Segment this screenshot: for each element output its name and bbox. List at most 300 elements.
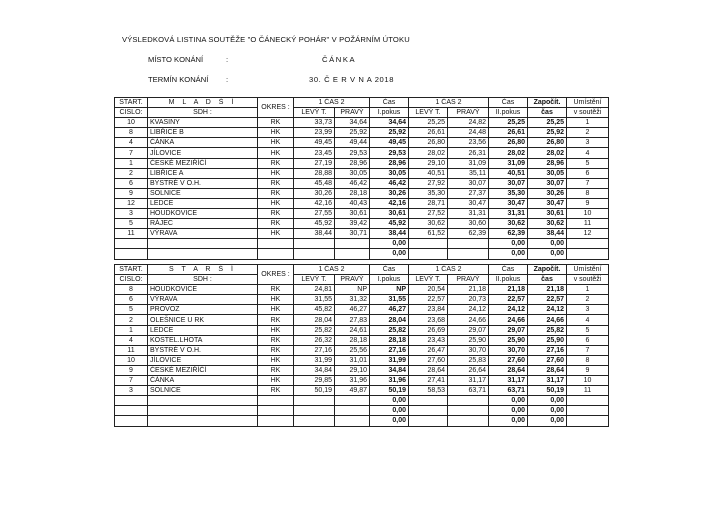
place-label: MÍSTO KONÁNÍ	[148, 55, 204, 64]
counted-time: 50,19	[528, 386, 567, 396]
start-number: 1	[115, 158, 148, 168]
left-time-2: 30,62	[409, 219, 448, 229]
left-time-2	[409, 406, 448, 416]
col-umisteni-2: v soutěži	[567, 108, 609, 118]
col-cas-1: Čas	[370, 98, 409, 108]
team-name: LIBŘICE A	[148, 168, 258, 178]
right-time-1: 29,10	[335, 365, 370, 375]
col-cislo: CISLO:	[115, 108, 148, 118]
left-time-1: 45,82	[294, 305, 335, 315]
team-name: OLEŠNICE U RK	[148, 315, 258, 325]
col-pravy-2: PRAVÝ	[448, 275, 489, 285]
counted-time: 30,07	[528, 178, 567, 188]
left-time-1	[294, 239, 335, 249]
team-name: RÁJEC	[148, 219, 258, 229]
district: RK	[258, 219, 294, 229]
attempt-2: 40,51	[489, 168, 528, 178]
place-value: ČÁNKA	[322, 55, 357, 64]
placement: 9	[567, 198, 609, 208]
district: RK	[258, 315, 294, 325]
left-time-2: 29,10	[409, 158, 448, 168]
placement: 6	[567, 335, 609, 345]
team-name: VÝRAVA	[148, 229, 258, 239]
right-time-1: 25,92	[335, 128, 370, 138]
start-number: 10	[115, 118, 148, 128]
col-okres: OKRES :	[258, 98, 294, 118]
right-time-1: 49,44	[335, 138, 370, 148]
left-time-2	[409, 239, 448, 249]
right-time-1: 30,71	[335, 229, 370, 239]
right-time-2: 24,66	[448, 315, 489, 325]
right-time-2: 29,07	[448, 325, 489, 335]
attempt-1: 34,84	[370, 365, 409, 375]
attempt-2: 22,57	[489, 295, 528, 305]
start-number: 8	[115, 128, 148, 138]
counted-time: 28,64	[528, 365, 567, 375]
attempt-2: 25,90	[489, 335, 528, 345]
left-time-1: 28,88	[294, 168, 335, 178]
attempt-2: 31,09	[489, 158, 528, 168]
left-time-1: 23,99	[294, 128, 335, 138]
start-number: 5	[115, 219, 148, 229]
right-time-1: 25,56	[335, 345, 370, 355]
counted-time: 26,80	[528, 138, 567, 148]
team-name: LEDCE	[148, 325, 258, 335]
district	[258, 239, 294, 249]
left-time-2: 27,92	[409, 178, 448, 188]
col-levy-2: LEVÝ T.	[409, 108, 448, 118]
col-cas-group-2: 1 ČAS 2	[409, 98, 489, 108]
table-row	[115, 406, 609, 416]
attempt-1: 0,00	[370, 239, 409, 249]
attempt-2: 25,25	[489, 118, 528, 128]
team-name: ČESKÉ MEZIŘÍČÍ	[148, 158, 258, 168]
table-row	[115, 118, 609, 128]
placement: 1	[567, 118, 609, 128]
right-time-2: 31,09	[448, 158, 489, 168]
col-pokus-1: I.pokus	[370, 108, 409, 118]
start-number	[115, 396, 148, 406]
col-start: START.	[115, 98, 148, 108]
col-zapocit-cas: čas	[528, 275, 567, 285]
district: HK	[258, 305, 294, 315]
left-time-2: 26,61	[409, 128, 448, 138]
right-time-1	[335, 249, 370, 259]
table-row	[115, 239, 609, 249]
col-levy-2: LEVÝ T.	[409, 275, 448, 285]
right-time-2: 31,31	[448, 209, 489, 219]
left-time-2: 26,69	[409, 325, 448, 335]
placement: 9	[567, 365, 609, 375]
counted-time: 25,25	[528, 118, 567, 128]
header-row	[115, 275, 609, 285]
placement: 10	[567, 376, 609, 386]
team-name	[148, 406, 258, 416]
district: RK	[258, 158, 294, 168]
left-time-2: 27,60	[409, 355, 448, 365]
col-okres: OKRES :	[258, 265, 294, 285]
table-row	[115, 168, 609, 178]
right-time-1: 31,32	[335, 295, 370, 305]
left-time-1: 23,45	[294, 148, 335, 158]
team-name: HOUDKOVICE	[148, 209, 258, 219]
placement: 3	[567, 138, 609, 148]
category-label: M L A D Š Í	[148, 98, 258, 108]
attempt-1: 25,82	[370, 325, 409, 335]
right-time-1: 24,61	[335, 325, 370, 335]
col-umisteni: Umístění	[567, 98, 609, 108]
team-name: JÍLOVICE	[148, 148, 258, 158]
col-zapocit-cas: čas	[528, 108, 567, 118]
start-number: 11	[115, 345, 148, 355]
start-number: 3	[115, 386, 148, 396]
table-row	[115, 188, 609, 198]
district: RK	[258, 118, 294, 128]
team-name: KOSTEL.LHOTA	[148, 335, 258, 345]
left-time-1: 33,73	[294, 118, 335, 128]
right-time-2: 23,56	[448, 138, 489, 148]
attempt-2: 30,47	[489, 198, 528, 208]
left-time-2: 23,68	[409, 315, 448, 325]
attempt-2: 27,60	[489, 355, 528, 365]
col-pokus-2: II.pokus	[489, 275, 528, 285]
placement	[567, 239, 609, 249]
right-time-2	[448, 239, 489, 249]
attempt-1: 30,61	[370, 209, 409, 219]
col-pokus-1: I.pokus	[370, 275, 409, 285]
attempt-1: 42,16	[370, 198, 409, 208]
attempt-2: 0,00	[489, 396, 528, 406]
attempt-2: 24,66	[489, 315, 528, 325]
right-time-1: 49,87	[335, 386, 370, 396]
left-time-1: 38,44	[294, 229, 335, 239]
right-time-1: 39,42	[335, 219, 370, 229]
col-umisteni: Umístění	[567, 265, 609, 275]
counted-time: 24,66	[528, 315, 567, 325]
right-time-2: 20,73	[448, 295, 489, 305]
col-cislo: CISLO:	[115, 275, 148, 285]
right-time-2: 30,47	[448, 198, 489, 208]
district: HK	[258, 138, 294, 148]
attempt-2: 30,07	[489, 178, 528, 188]
left-time-2: 27,41	[409, 376, 448, 386]
table-row	[115, 355, 609, 365]
attempt-2: 26,61	[489, 128, 528, 138]
left-time-1: 31,99	[294, 355, 335, 365]
left-time-1: 27,55	[294, 209, 335, 219]
attempt-2: 26,80	[489, 138, 528, 148]
table-row	[115, 325, 609, 335]
start-number: 10	[115, 355, 148, 365]
date-separator: :	[226, 75, 229, 84]
left-time-2: 25,25	[409, 118, 448, 128]
attempt-1: 50,19	[370, 386, 409, 396]
district: HK	[258, 355, 294, 365]
left-time-2: 58,53	[409, 386, 448, 396]
right-time-2: 31,17	[448, 376, 489, 386]
left-time-1: 49,45	[294, 138, 335, 148]
left-time-2: 61,52	[409, 229, 448, 239]
header-row	[115, 98, 609, 108]
team-name: SOLNICE	[148, 386, 258, 396]
start-number: 6	[115, 295, 148, 305]
district: RK	[258, 188, 294, 198]
right-time-1: 40,43	[335, 198, 370, 208]
placement: 11	[567, 219, 609, 229]
right-time-2: 24,48	[448, 128, 489, 138]
team-name: SOLNICE	[148, 188, 258, 198]
start-number	[115, 249, 148, 259]
attempt-1: 45,92	[370, 219, 409, 229]
attempt-1: 28,96	[370, 158, 409, 168]
placement: 4	[567, 148, 609, 158]
table-row	[115, 365, 609, 375]
start-number: 4	[115, 138, 148, 148]
left-time-1: 28,04	[294, 315, 335, 325]
start-number: 9	[115, 188, 148, 198]
right-time-2: 25,90	[448, 335, 489, 345]
attempt-2: 30,70	[489, 345, 528, 355]
counted-time: 0,00	[528, 416, 567, 426]
counted-time: 30,47	[528, 198, 567, 208]
col-cas-group-2: 1 ČAS 2	[409, 265, 489, 275]
placement: 7	[567, 178, 609, 188]
start-number: 4	[115, 335, 148, 345]
team-name: ČÁNKA	[148, 138, 258, 148]
right-time-2: 30,60	[448, 219, 489, 229]
team-name: VÝRAVA	[148, 295, 258, 305]
placement: 4	[567, 315, 609, 325]
team-name: BYSTRÉ V O.H.	[148, 178, 258, 188]
left-time-2: 28,64	[409, 365, 448, 375]
attempt-1: 49,45	[370, 138, 409, 148]
attempt-1: 29,53	[370, 148, 409, 158]
district: HK	[258, 376, 294, 386]
attempt-1: 38,44	[370, 229, 409, 239]
attempt-2: 0,00	[489, 416, 528, 426]
right-time-2: 27,37	[448, 188, 489, 198]
right-time-1: 29,53	[335, 148, 370, 158]
col-pokus-2: II.pokus	[489, 108, 528, 118]
attempt-1: 0,00	[370, 416, 409, 426]
start-number: 12	[115, 198, 148, 208]
counted-time: 21,18	[528, 285, 567, 295]
attempt-1: 0,00	[370, 396, 409, 406]
placement: 3	[567, 305, 609, 315]
team-name: ČÁNKA	[148, 376, 258, 386]
right-time-2: 24,12	[448, 305, 489, 315]
attempt-1: 30,05	[370, 168, 409, 178]
team-name	[148, 249, 258, 259]
counted-time: 22,57	[528, 295, 567, 305]
district	[258, 406, 294, 416]
right-time-2	[448, 406, 489, 416]
team-name: ČESKÉ MEZIŘÍČÍ	[148, 365, 258, 375]
right-time-1: 28,96	[335, 158, 370, 168]
table-row	[115, 295, 609, 305]
district: HK	[258, 295, 294, 305]
placement: 6	[567, 168, 609, 178]
counted-time: 28,02	[528, 148, 567, 158]
right-time-2: 26,31	[448, 148, 489, 158]
placement: 10	[567, 209, 609, 219]
left-time-1	[294, 406, 335, 416]
district: HK	[258, 198, 294, 208]
placement: 2	[567, 128, 609, 138]
left-time-2: 22,57	[409, 295, 448, 305]
col-pravy-1: PRAVÝ	[335, 108, 370, 118]
table-row	[115, 128, 609, 138]
page-title: VÝSLEDKOVÁ LISTINA SOUTĚŽE "O ČÁNECKÝ POHÁR" V POŽÁRNÍM ÚTOKU	[122, 35, 410, 44]
col-pravy-2: PRAVÝ	[448, 108, 489, 118]
counted-time: 25,90	[528, 335, 567, 345]
attempt-1: 46,27	[370, 305, 409, 315]
district: HK	[258, 148, 294, 158]
table-row	[115, 396, 609, 406]
placement	[567, 249, 609, 259]
district: HK	[258, 229, 294, 239]
start-number: 7	[115, 376, 148, 386]
right-time-1: NP	[335, 285, 370, 295]
right-time-2: 25,83	[448, 355, 489, 365]
attempt-2: 0,00	[489, 406, 528, 416]
right-time-1: 30,61	[335, 209, 370, 219]
col-cas-2: Čas	[489, 98, 528, 108]
attempt-1: 0,00	[370, 406, 409, 416]
attempt-2: 21,18	[489, 285, 528, 295]
start-number: 2	[115, 168, 148, 178]
placement: 2	[567, 295, 609, 305]
results-table-old	[114, 264, 609, 427]
start-number: 6	[115, 178, 148, 188]
date-value: 30. Č E R V N A 2018	[309, 75, 395, 84]
table-row	[115, 138, 609, 148]
category-label: S T A R Š Í	[148, 265, 258, 275]
right-time-1: 46,27	[335, 305, 370, 315]
left-time-1: 24,81	[294, 285, 335, 295]
district	[258, 416, 294, 426]
col-cas-1: Čas	[370, 265, 409, 275]
start-number: 1	[115, 325, 148, 335]
district: RK	[258, 335, 294, 345]
placement: 5	[567, 325, 609, 335]
table-row	[115, 178, 609, 188]
right-time-1: 28,18	[335, 188, 370, 198]
right-time-1: 31,96	[335, 376, 370, 386]
counted-time: 30,61	[528, 209, 567, 219]
attempt-2: 62,39	[489, 229, 528, 239]
team-name: BYSTRÉ V O.H.	[148, 345, 258, 355]
counted-time: 28,96	[528, 158, 567, 168]
attempt-2: 29,07	[489, 325, 528, 335]
attempt-2: 30,62	[489, 219, 528, 229]
col-sdh: SDH :	[148, 275, 258, 285]
counted-time: 30,62	[528, 219, 567, 229]
attempt-1: 0,00	[370, 249, 409, 259]
right-time-2: 30,07	[448, 178, 489, 188]
attempt-1: 25,92	[370, 128, 409, 138]
table-row	[115, 345, 609, 355]
left-time-1: 34,84	[294, 365, 335, 375]
left-time-2: 26,80	[409, 138, 448, 148]
right-time-1: 46,42	[335, 178, 370, 188]
right-time-1: 31,01	[335, 355, 370, 365]
col-zapocit: Započít.	[528, 265, 567, 275]
left-time-1: 27,19	[294, 158, 335, 168]
table-row	[115, 386, 609, 396]
right-time-1	[335, 416, 370, 426]
start-number: 8	[115, 285, 148, 295]
table-row	[115, 315, 609, 325]
attempt-1: 28,04	[370, 315, 409, 325]
right-time-2: 21,18	[448, 285, 489, 295]
start-number	[115, 416, 148, 426]
table-row	[115, 229, 609, 239]
team-name: PROVOZ	[148, 305, 258, 315]
team-name: HOUDKOVICE	[148, 285, 258, 295]
left-time-2: 26,47	[409, 345, 448, 355]
col-cas-2: Čas	[489, 265, 528, 275]
attempt-1: 30,26	[370, 188, 409, 198]
left-time-2: 40,51	[409, 168, 448, 178]
attempt-1: 46,42	[370, 178, 409, 188]
right-time-2: 63,71	[448, 386, 489, 396]
table-row	[115, 335, 609, 345]
right-time-1	[335, 239, 370, 249]
district: HK	[258, 168, 294, 178]
team-name	[148, 396, 258, 406]
table-row	[115, 148, 609, 158]
counted-time: 38,44	[528, 229, 567, 239]
col-umisteni-2: v soutěži	[567, 275, 609, 285]
left-time-2: 28,71	[409, 198, 448, 208]
right-time-1: 30,05	[335, 168, 370, 178]
district: HK	[258, 128, 294, 138]
table-row	[115, 305, 609, 315]
left-time-2: 23,43	[409, 335, 448, 345]
counted-time: 0,00	[528, 396, 567, 406]
right-time-1: 34,64	[335, 118, 370, 128]
col-levy-1: LEVÝ T.	[294, 108, 335, 118]
right-time-1: 28,18	[335, 335, 370, 345]
table-row	[115, 219, 609, 229]
left-time-1: 26,32	[294, 335, 335, 345]
counted-time: 0,00	[528, 239, 567, 249]
col-levy-1: LEVÝ T.	[294, 275, 335, 285]
right-time-2: 26,64	[448, 365, 489, 375]
team-name: LIBŘICE B	[148, 128, 258, 138]
left-time-1	[294, 416, 335, 426]
placement: 8	[567, 188, 609, 198]
table-row	[115, 416, 609, 426]
left-time-2: 28,02	[409, 148, 448, 158]
start-number: 3	[115, 209, 148, 219]
left-time-1	[294, 249, 335, 259]
attempt-1: NP	[370, 285, 409, 295]
counted-time: 0,00	[528, 249, 567, 259]
counted-time: 0,00	[528, 406, 567, 416]
right-time-2	[448, 416, 489, 426]
attempt-2: 24,12	[489, 305, 528, 315]
district: RK	[258, 365, 294, 375]
attempt-2: 28,02	[489, 148, 528, 158]
counted-time: 25,82	[528, 325, 567, 335]
col-zapocit: Započít.	[528, 98, 567, 108]
district	[258, 249, 294, 259]
col-cas-group-1: 1 ČAS 2	[294, 98, 370, 108]
right-time-2: 62,39	[448, 229, 489, 239]
district: RK	[258, 178, 294, 188]
